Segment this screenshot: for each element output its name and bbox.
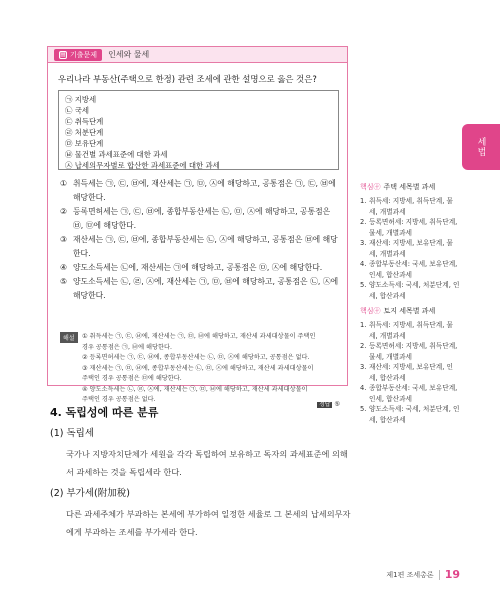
exam-question-box <box>47 46 348 408</box>
item-number: 2. <box>360 342 367 350</box>
item-number: 5. <box>360 405 367 413</box>
side-note-item <box>360 341 460 362</box>
side-note-item <box>360 238 460 259</box>
answer-option <box>60 205 342 233</box>
side-note-item <box>360 320 460 341</box>
final-answer <box>317 399 340 408</box>
explanation-line: 주택인 경우 공통점은 ㉤에 해당한다. <box>82 375 182 382</box>
item-number: 1. <box>360 197 367 205</box>
item-text: 종합부동산세: 국세, 보유단계, 인세, 합산과세 <box>369 384 458 403</box>
item-number: 2. <box>360 218 367 226</box>
exam-header <box>48 47 347 63</box>
item-number: 5. <box>360 281 367 289</box>
option-text: 재산세는 ㉠, ㉢, ㉥에, 종합부동산세는 ㉡, ㉦에 해당하고, 공통점은 ㉥에 해당한다. <box>73 235 338 258</box>
choices-box <box>58 90 339 170</box>
item-text: 종합부동산세: 국세, 보유단계, 인세, 합산과세 <box>369 260 458 279</box>
item-text: 취득세: 지방세, 취득단계, 물세, 개별과세 <box>369 197 453 216</box>
item-text: 취득세: 지방세, 취득단계, 물세, 개별과세 <box>369 321 453 340</box>
side-note-list <box>360 196 460 301</box>
side-note-item <box>360 383 460 404</box>
exam-badge <box>54 49 102 61</box>
side-note-housing <box>360 182 460 301</box>
choice-item: ㉦ 납세의무자별로 합산한 과세표준에 대한 과세 <box>65 161 220 170</box>
section-title: 4. 독립성에 따른 분류 <box>50 406 159 419</box>
book-icon: ▤ <box>60 50 66 58</box>
side-note-land <box>360 306 460 425</box>
explanation-line: ② 등록면허세는 ㉠, ㉢, ㉥에, 종합부동산세는 ㉡, ㉤, ㉦에 해당하고, 공통점은 없다. <box>82 354 310 361</box>
option-text: 등록면허세는 ㉠, ㉢, ㉥에, 종합부동산세는 ㉡, ㉤, ㉦에 해당하고, 공통점은 ㉥, ㉤에 해당한다. <box>73 207 331 230</box>
choice-item: ㉡ 국세 <box>65 106 90 115</box>
answer-explanation <box>60 332 342 406</box>
explanation-line: ① 취득세는 ㉠, ㉢, ㉥에, 재산세는 ㉠, ㉤, ㉥에 해당하고, 재산세 과세대상물이 주택인 <box>82 333 316 340</box>
item-text: 양도소득세: 국세, 처분단계, 인세, 합산과세 <box>369 405 460 424</box>
item-text: 등록면허세: 지방세, 취득단계, 물세, 개별과세 <box>369 218 458 237</box>
page-number: 19 <box>444 568 460 581</box>
side-note-item <box>360 280 460 301</box>
answer-option <box>60 261 342 275</box>
item-number: 3. <box>360 239 367 247</box>
exam-badge-label: 기출문제 <box>70 50 98 59</box>
side-note-item <box>360 404 460 425</box>
choice-item: ㉥ 물건별 과세표준에 대한 과세 <box>65 150 168 159</box>
footer-section: 제1편 조세총론 <box>386 570 434 579</box>
option-number: ① <box>60 179 67 188</box>
option-number: ⑤ <box>60 277 67 286</box>
explanation-line: 주택인 경우 공통점은 없다. <box>82 396 156 403</box>
side-note-item <box>360 196 460 217</box>
option-number: ③ <box>60 235 67 244</box>
side-note-item <box>360 362 460 383</box>
side-note-tag: 핵심㊉ <box>360 307 381 315</box>
item-number: 4. <box>360 260 367 268</box>
explanation-line: ③ 재산세는 ㉠, ㉤, ㉥에, 종합부동산세는 ㉡, ㉤, ㉦에 해당하고, 재산세 과세대상물이 <box>82 364 314 372</box>
side-note-header <box>360 182 460 192</box>
exam-topic: 인세와 물세 <box>108 50 150 59</box>
item-number: 3. <box>360 363 367 371</box>
side-note-header <box>360 306 460 316</box>
answer-option <box>60 233 342 261</box>
side-note-title: 토지 세목별 과세 <box>383 307 436 315</box>
choice-item: ㉢ 취득단계 <box>65 117 104 126</box>
choice-item: ㉠ 지방세 <box>65 95 97 104</box>
subsection-title-independent-tax: (1) 독립세 <box>50 428 95 439</box>
final-answer-value: ⑤ <box>334 400 340 408</box>
side-note-item <box>360 217 460 238</box>
page-footer <box>386 568 460 581</box>
answer-option <box>60 275 342 303</box>
explanation-lines <box>82 332 342 406</box>
item-text: 재산세: 지방세, 보유단계, 인세, 합산과세 <box>369 363 453 382</box>
explanation-line: 경우 공통점은 ㉠, ㉥에 해당한다. <box>82 343 172 351</box>
side-note-list <box>360 320 460 425</box>
choice-item: ㉣ 처분단계 <box>65 128 104 137</box>
subsection-body-surtax: 다른 과세주체가 부과하는 본세에 부가하여 일정한 세율로 그 본세의 납세의무자에게 부과하는 조세를 부가세라 한다. <box>66 509 351 537</box>
answer-options <box>60 177 342 303</box>
explanation-tag: 해설 <box>60 332 78 343</box>
chapter-side-tab: 세법 <box>462 124 500 170</box>
item-text: 재산세: 지방세, 보유단계, 물세, 개별과세 <box>369 239 453 258</box>
choice-item: ㉤ 보유단계 <box>65 139 104 148</box>
question-text: 우리나라 부동산(주택으로 한정) 관련 조세에 관한 설명으로 옳은 것은? <box>58 74 317 84</box>
option-text: 양도소득세는 ㉡에, 재산세는 ㉠에 해당하고, 공통점은 ㉤, ㉦에 해당한다. <box>73 263 323 272</box>
option-text: 양도소득세는 ㉡, ㉣, ㉦에, 재산세는 ㉠, ㉤, ㉥에 해당하고, 공통점은 ㉡, ㉦에 해당한다. <box>73 277 339 300</box>
item-text: 양도소득세: 국세, 처분단계, 인세, 합산과세 <box>369 281 460 300</box>
option-number: ② <box>60 207 67 216</box>
item-number: 1. <box>360 321 367 329</box>
item-number: 4. <box>360 384 367 392</box>
option-text: 취득세는 ㉠, ㉢, ㉥에, 재산세는 ㉠, ㉤, ㉦에 해당하고, 공통점은 ㉠, ㉢, ㉥에 해당한다. <box>73 179 336 202</box>
side-note-item <box>360 259 460 280</box>
subsection-title-surtax: (2) 부가세(附加稅) <box>50 488 130 499</box>
explanation-line: ④ 양도소득세는 ㉡, ㉣, ㉦에, 재산세는 ㉠, ㉤, ㉥에 해당하고, 재산세 과세대상물이 <box>82 385 308 393</box>
item-text: 등록면허세: 지방세, 취득단계, 물세, 개별과세 <box>369 342 458 361</box>
option-number: ④ <box>60 263 67 272</box>
subsection-body-independent-tax: 국가나 지방자치단체가 세원을 각각 독립하여 보유하고 독자의 과세표준에 의해서 과세하는 것을 독립세라 한다. <box>66 449 348 477</box>
side-note-title: 주택 세목별 과세 <box>383 183 436 191</box>
footer-divider <box>439 570 440 580</box>
final-answer-label: 정답 <box>319 401 331 408</box>
side-note-tag: 핵심㊉ <box>360 183 381 191</box>
answer-option <box>60 177 342 205</box>
